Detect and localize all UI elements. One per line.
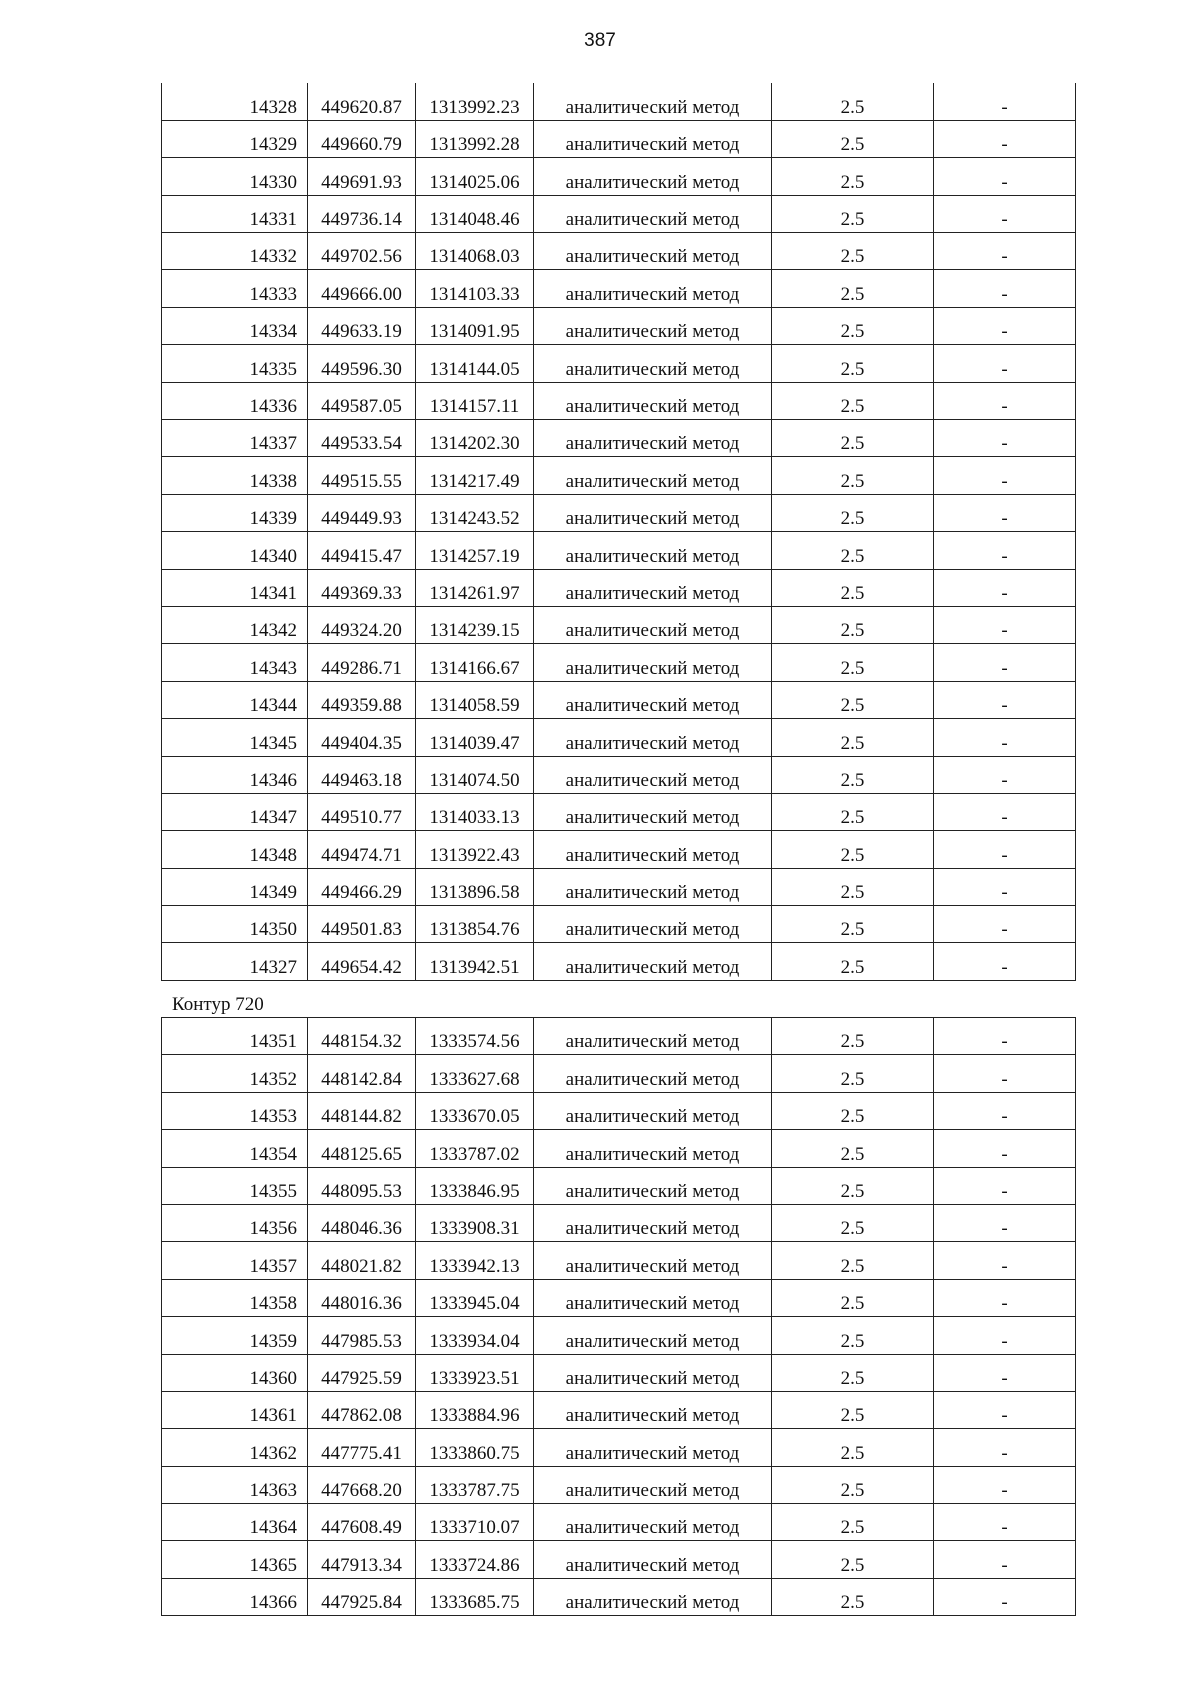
table-row [162, 158, 1076, 195]
y-coordinate-cell: 1314039.47 [416, 719, 534, 756]
point-number-cell: 14350 [162, 906, 308, 943]
contour-heading: Контур 720 [172, 994, 264, 1015]
description-cell: - [934, 457, 1076, 494]
accuracy-cell: 2.5 [772, 793, 934, 830]
accuracy-cell: 2.5 [772, 906, 934, 943]
method-cell: аналитический метод [534, 307, 772, 344]
description-cell: - [934, 644, 1076, 681]
description-cell: - [934, 1429, 1076, 1466]
x-coordinate-cell: 449633.19 [308, 307, 416, 344]
accuracy-cell: 2.5 [772, 307, 934, 344]
y-coordinate-cell: 1313942.51 [416, 943, 534, 980]
y-coordinate-cell: 1313922.43 [416, 831, 534, 868]
accuracy-cell: 2.5 [772, 756, 934, 793]
description-cell: - [934, 1167, 1076, 1204]
table-row [162, 420, 1076, 457]
accuracy-cell: 2.5 [772, 1092, 934, 1129]
point-number-cell: 14342 [162, 606, 308, 643]
description-cell: - [934, 195, 1076, 232]
description-cell: - [934, 1204, 1076, 1241]
table-row [162, 1466, 1076, 1503]
y-coordinate-cell: 1314239.15 [416, 606, 534, 643]
method-cell: аналитический метод [534, 1541, 772, 1578]
point-number-cell: 14351 [162, 1018, 308, 1055]
accuracy-cell: 2.5 [772, 831, 934, 868]
accuracy-cell: 2.5 [772, 1317, 934, 1354]
accuracy-cell: 2.5 [772, 532, 934, 569]
table-row [162, 1204, 1076, 1241]
x-coordinate-cell: 449702.56 [308, 233, 416, 270]
method-cell: аналитический метод [534, 793, 772, 830]
point-number-cell: 14353 [162, 1092, 308, 1129]
accuracy-cell: 2.5 [772, 1429, 934, 1466]
x-coordinate-cell: 449736.14 [308, 195, 416, 232]
description-cell: - [934, 120, 1076, 157]
table-row [162, 532, 1076, 569]
table-row [162, 1429, 1076, 1466]
point-number-cell: 14332 [162, 233, 308, 270]
point-number-cell: 14359 [162, 1317, 308, 1354]
y-coordinate-cell: 1333685.75 [416, 1578, 534, 1615]
accuracy-cell: 2.5 [772, 644, 934, 681]
table-row [162, 1578, 1076, 1615]
y-coordinate-cell: 1333860.75 [416, 1429, 534, 1466]
method-cell: аналитический метод [534, 1504, 772, 1541]
description-cell: - [934, 943, 1076, 980]
description-cell: - [934, 831, 1076, 868]
method-cell: аналитический метод [534, 420, 772, 457]
y-coordinate-cell: 1314068.03 [416, 233, 534, 270]
method-cell: аналитический метод [534, 1391, 772, 1428]
description-cell: - [934, 1092, 1076, 1129]
accuracy-cell: 2.5 [772, 270, 934, 307]
point-number-cell: 14330 [162, 158, 308, 195]
point-number-cell: 14329 [162, 120, 308, 157]
method-cell: аналитический метод [534, 120, 772, 157]
x-coordinate-cell: 449463.18 [308, 756, 416, 793]
point-number-cell: 14334 [162, 307, 308, 344]
accuracy-cell: 2.5 [772, 1391, 934, 1428]
accuracy-cell: 2.5 [772, 1167, 934, 1204]
method-cell: аналитический метод [534, 1167, 772, 1204]
table-row [162, 83, 1076, 120]
description-cell: - [934, 906, 1076, 943]
method-cell: аналитический метод [534, 719, 772, 756]
table-row [162, 1018, 1076, 1055]
y-coordinate-cell: 1333923.51 [416, 1354, 534, 1391]
coordinates-table-body [162, 83, 1076, 980]
point-number-cell: 14366 [162, 1578, 308, 1615]
x-coordinate-cell: 449654.42 [308, 943, 416, 980]
description-cell: - [934, 868, 1076, 905]
point-number-cell: 14327 [162, 943, 308, 980]
description-cell: - [934, 345, 1076, 382]
method-cell: аналитический метод [534, 494, 772, 531]
table-row [162, 606, 1076, 643]
y-coordinate-cell: 1313896.58 [416, 868, 534, 905]
table-row [162, 1167, 1076, 1204]
x-coordinate-cell: 448016.36 [308, 1279, 416, 1316]
table-row [162, 345, 1076, 382]
accuracy-cell: 2.5 [772, 382, 934, 419]
point-number-cell: 14346 [162, 756, 308, 793]
point-number-cell: 14340 [162, 532, 308, 569]
description-cell: - [934, 270, 1076, 307]
table-row [162, 719, 1076, 756]
table-row [162, 270, 1076, 307]
point-number-cell: 14363 [162, 1466, 308, 1503]
x-coordinate-cell: 449466.29 [308, 868, 416, 905]
point-number-cell: 14341 [162, 569, 308, 606]
y-coordinate-cell: 1314074.50 [416, 756, 534, 793]
method-cell: аналитический метод [534, 831, 772, 868]
accuracy-cell: 2.5 [772, 1541, 934, 1578]
table-row [162, 868, 1076, 905]
coordinates-table-contour-720 [161, 1017, 1076, 1616]
y-coordinate-cell: 1333908.31 [416, 1204, 534, 1241]
x-coordinate-cell: 449533.54 [308, 420, 416, 457]
accuracy-cell: 2.5 [772, 1130, 934, 1167]
method-cell: аналитический метод [534, 1429, 772, 1466]
method-cell: аналитический метод [534, 532, 772, 569]
point-number-cell: 14343 [162, 644, 308, 681]
method-cell: аналитический метод [534, 1578, 772, 1615]
description-cell: - [934, 1504, 1076, 1541]
y-coordinate-cell: 1314257.19 [416, 532, 534, 569]
x-coordinate-cell: 447985.53 [308, 1317, 416, 1354]
y-coordinate-cell: 1333574.56 [416, 1018, 534, 1055]
description-cell: - [934, 681, 1076, 718]
table-row [162, 1279, 1076, 1316]
point-number-cell: 14358 [162, 1279, 308, 1316]
y-coordinate-cell: 1314048.46 [416, 195, 534, 232]
y-coordinate-cell: 1314166.67 [416, 644, 534, 681]
table-row [162, 1317, 1076, 1354]
method-cell: аналитический метод [534, 756, 772, 793]
x-coordinate-cell: 447913.34 [308, 1541, 416, 1578]
point-number-cell: 14338 [162, 457, 308, 494]
table-row [162, 681, 1076, 718]
method-cell: аналитический метод [534, 1055, 772, 1092]
accuracy-cell: 2.5 [772, 1204, 934, 1241]
y-coordinate-cell: 1333710.07 [416, 1504, 534, 1541]
method-cell: аналитический метод [534, 1317, 772, 1354]
y-coordinate-cell: 1314033.13 [416, 793, 534, 830]
accuracy-cell: 2.5 [772, 195, 934, 232]
accuracy-cell: 2.5 [772, 1466, 934, 1503]
description-cell: - [934, 494, 1076, 531]
x-coordinate-cell: 448046.36 [308, 1204, 416, 1241]
point-number-cell: 14360 [162, 1354, 308, 1391]
table-row [162, 1130, 1076, 1167]
table-row [162, 494, 1076, 531]
description-cell: - [934, 382, 1076, 419]
x-coordinate-cell: 449369.33 [308, 569, 416, 606]
description-cell: - [934, 1354, 1076, 1391]
description-cell: - [934, 1391, 1076, 1428]
method-cell: аналитический метод [534, 1204, 772, 1241]
x-coordinate-cell: 448095.53 [308, 1167, 416, 1204]
description-cell: - [934, 606, 1076, 643]
accuracy-cell: 2.5 [772, 494, 934, 531]
accuracy-cell: 2.5 [772, 420, 934, 457]
x-coordinate-cell: 447862.08 [308, 1391, 416, 1428]
x-coordinate-cell: 449324.20 [308, 606, 416, 643]
point-number-cell: 14336 [162, 382, 308, 419]
point-number-cell: 14352 [162, 1055, 308, 1092]
point-number-cell: 14347 [162, 793, 308, 830]
x-coordinate-cell: 447925.84 [308, 1578, 416, 1615]
description-cell: - [934, 83, 1076, 120]
method-cell: аналитический метод [534, 1466, 772, 1503]
y-coordinate-cell: 1314157.11 [416, 382, 534, 419]
method-cell: аналитический метод [534, 1242, 772, 1279]
x-coordinate-cell: 448144.82 [308, 1092, 416, 1129]
method-cell: аналитический метод [534, 1018, 772, 1055]
method-cell: аналитический метод [534, 83, 772, 120]
point-number-cell: 14362 [162, 1429, 308, 1466]
table-row [162, 1242, 1076, 1279]
x-coordinate-cell: 449474.71 [308, 831, 416, 868]
accuracy-cell: 2.5 [772, 83, 934, 120]
table-row [162, 644, 1076, 681]
method-cell: аналитический метод [534, 606, 772, 643]
point-number-cell: 14345 [162, 719, 308, 756]
description-cell: - [934, 158, 1076, 195]
accuracy-cell: 2.5 [772, 681, 934, 718]
x-coordinate-cell: 449359.88 [308, 681, 416, 718]
point-number-cell: 14331 [162, 195, 308, 232]
method-cell: аналитический метод [534, 1279, 772, 1316]
description-cell: - [934, 756, 1076, 793]
y-coordinate-cell: 1333942.13 [416, 1242, 534, 1279]
x-coordinate-cell: 449620.87 [308, 83, 416, 120]
accuracy-cell: 2.5 [772, 719, 934, 756]
x-coordinate-cell: 449515.55 [308, 457, 416, 494]
method-cell: аналитический метод [534, 906, 772, 943]
y-coordinate-cell: 1333787.02 [416, 1130, 534, 1167]
method-cell: аналитический метод [534, 1354, 772, 1391]
method-cell: аналитический метод [534, 158, 772, 195]
x-coordinate-cell: 449587.05 [308, 382, 416, 419]
table-row [162, 906, 1076, 943]
x-coordinate-cell: 449691.93 [308, 158, 416, 195]
y-coordinate-cell: 1314091.95 [416, 307, 534, 344]
method-cell: аналитический метод [534, 943, 772, 980]
description-cell: - [934, 420, 1076, 457]
y-coordinate-cell: 1314243.52 [416, 494, 534, 531]
point-number-cell: 14356 [162, 1204, 308, 1241]
y-coordinate-cell: 1333787.75 [416, 1466, 534, 1503]
x-coordinate-cell: 447668.20 [308, 1466, 416, 1503]
x-coordinate-cell: 447925.59 [308, 1354, 416, 1391]
description-cell: - [934, 1242, 1076, 1279]
table-row [162, 569, 1076, 606]
point-number-cell: 14335 [162, 345, 308, 382]
point-number-cell: 14354 [162, 1130, 308, 1167]
x-coordinate-cell: 449404.35 [308, 719, 416, 756]
point-number-cell: 14355 [162, 1167, 308, 1204]
point-number-cell: 14328 [249, 96, 297, 118]
point-number-cell: 14365 [162, 1541, 308, 1578]
accuracy-cell: 2.5 [772, 1578, 934, 1615]
accuracy-cell: 2.5 [772, 1504, 934, 1541]
coordinates-table-continued [161, 83, 1076, 981]
x-coordinate-cell: 448154.32 [308, 1018, 416, 1055]
table-row [162, 457, 1076, 494]
description-cell: - [934, 532, 1076, 569]
description-cell: - [934, 233, 1076, 270]
method-cell: аналитический метод [534, 233, 772, 270]
point-number-cell: 14349 [162, 868, 308, 905]
accuracy-cell: 2.5 [772, 868, 934, 905]
x-coordinate-cell: 448125.65 [308, 1130, 416, 1167]
point-number-cell: 14361 [162, 1391, 308, 1428]
method-cell: аналитический метод [534, 345, 772, 382]
y-coordinate-cell: 1313854.76 [416, 906, 534, 943]
y-coordinate-cell: 1314025.06 [416, 158, 534, 195]
accuracy-cell: 2.5 [772, 606, 934, 643]
x-coordinate-cell: 448142.84 [308, 1055, 416, 1092]
x-coordinate-cell: 449596.30 [308, 345, 416, 382]
description-cell: - [934, 1055, 1076, 1092]
y-coordinate-cell: 1333670.05 [416, 1092, 534, 1129]
table-row [162, 943, 1076, 980]
y-coordinate-cell: 1333846.95 [416, 1167, 534, 1204]
description-cell: - [934, 1279, 1076, 1316]
point-number-cell: 14339 [162, 494, 308, 531]
accuracy-cell: 2.5 [772, 569, 934, 606]
method-cell: аналитический метод [534, 1092, 772, 1129]
table-row [162, 120, 1076, 157]
x-coordinate-cell: 449501.83 [308, 906, 416, 943]
description-cell: - [934, 1541, 1076, 1578]
method-cell: аналитический метод [534, 681, 772, 718]
point-number-cell: 14344 [162, 681, 308, 718]
y-coordinate-cell: 1313992.23 [416, 83, 534, 120]
x-coordinate-cell: 449666.00 [308, 270, 416, 307]
table-row [162, 307, 1076, 344]
x-coordinate-cell: 448021.82 [308, 1242, 416, 1279]
x-coordinate-cell: 447775.41 [308, 1429, 416, 1466]
description-cell: - [934, 569, 1076, 606]
method-cell: аналитический метод [534, 382, 772, 419]
accuracy-cell: 2.5 [772, 158, 934, 195]
table-row [162, 1391, 1076, 1428]
description-cell: - [934, 719, 1076, 756]
point-number-cell: 14357 [162, 1242, 308, 1279]
method-cell: аналитический метод [534, 195, 772, 232]
x-coordinate-cell: 449286.71 [308, 644, 416, 681]
method-cell: аналитический метод [534, 270, 772, 307]
table-row [162, 1504, 1076, 1541]
method-cell: аналитический метод [534, 1130, 772, 1167]
y-coordinate-cell: 1314217.49 [416, 457, 534, 494]
accuracy-cell: 2.5 [772, 1018, 934, 1055]
coordinates-table-body [162, 1018, 1076, 1616]
point-number-cell: 14333 [162, 270, 308, 307]
y-coordinate-cell: 1314144.05 [416, 345, 534, 382]
y-coordinate-cell: 1313992.28 [416, 120, 534, 157]
table-row [162, 1541, 1076, 1578]
table-row [162, 831, 1076, 868]
x-coordinate-cell: 447608.49 [308, 1504, 416, 1541]
point-number-cell: 14364 [162, 1504, 308, 1541]
table-row [162, 1092, 1076, 1129]
description-cell: - [934, 1578, 1076, 1615]
table-row [162, 1354, 1076, 1391]
accuracy-cell: 2.5 [772, 233, 934, 270]
x-coordinate-cell: 449449.93 [308, 494, 416, 531]
point-number-cell: 14348 [162, 831, 308, 868]
y-coordinate-cell: 1314261.97 [416, 569, 534, 606]
method-cell: аналитический метод [534, 569, 772, 606]
accuracy-cell: 2.5 [772, 1279, 934, 1316]
accuracy-cell: 2.5 [772, 1354, 934, 1391]
table-row [162, 793, 1076, 830]
accuracy-cell: 2.5 [772, 120, 934, 157]
page-number: 387 [584, 30, 616, 51]
method-cell: аналитический метод [534, 868, 772, 905]
description-cell: - [934, 307, 1076, 344]
table-row [162, 382, 1076, 419]
y-coordinate-cell: 1333945.04 [416, 1279, 534, 1316]
y-coordinate-cell: 1314202.30 [416, 420, 534, 457]
description-cell: - [934, 1466, 1076, 1503]
accuracy-cell: 2.5 [772, 943, 934, 980]
x-coordinate-cell: 449510.77 [308, 793, 416, 830]
point-number-cell: 14337 [162, 420, 308, 457]
accuracy-cell: 2.5 [772, 457, 934, 494]
table-row [162, 195, 1076, 232]
accuracy-cell: 2.5 [772, 1242, 934, 1279]
x-coordinate-cell: 449415.47 [308, 532, 416, 569]
description-cell: - [934, 793, 1076, 830]
table-row [162, 756, 1076, 793]
y-coordinate-cell: 1333934.04 [416, 1317, 534, 1354]
x-coordinate-cell: 449660.79 [308, 120, 416, 157]
y-coordinate-cell: 1333627.68 [416, 1055, 534, 1092]
description-cell: - [934, 1130, 1076, 1167]
table-row [162, 233, 1076, 270]
y-coordinate-cell: 1333884.96 [416, 1391, 534, 1428]
method-cell: аналитический метод [534, 644, 772, 681]
y-coordinate-cell: 1314103.33 [416, 270, 534, 307]
description-cell: - [934, 1317, 1076, 1354]
method-cell: аналитический метод [534, 457, 772, 494]
description-cell: - [934, 1018, 1076, 1055]
y-coordinate-cell: 1314058.59 [416, 681, 534, 718]
accuracy-cell: 2.5 [772, 1055, 934, 1092]
accuracy-cell: 2.5 [772, 345, 934, 382]
table-row [162, 1055, 1076, 1092]
y-coordinate-cell: 1333724.86 [416, 1541, 534, 1578]
